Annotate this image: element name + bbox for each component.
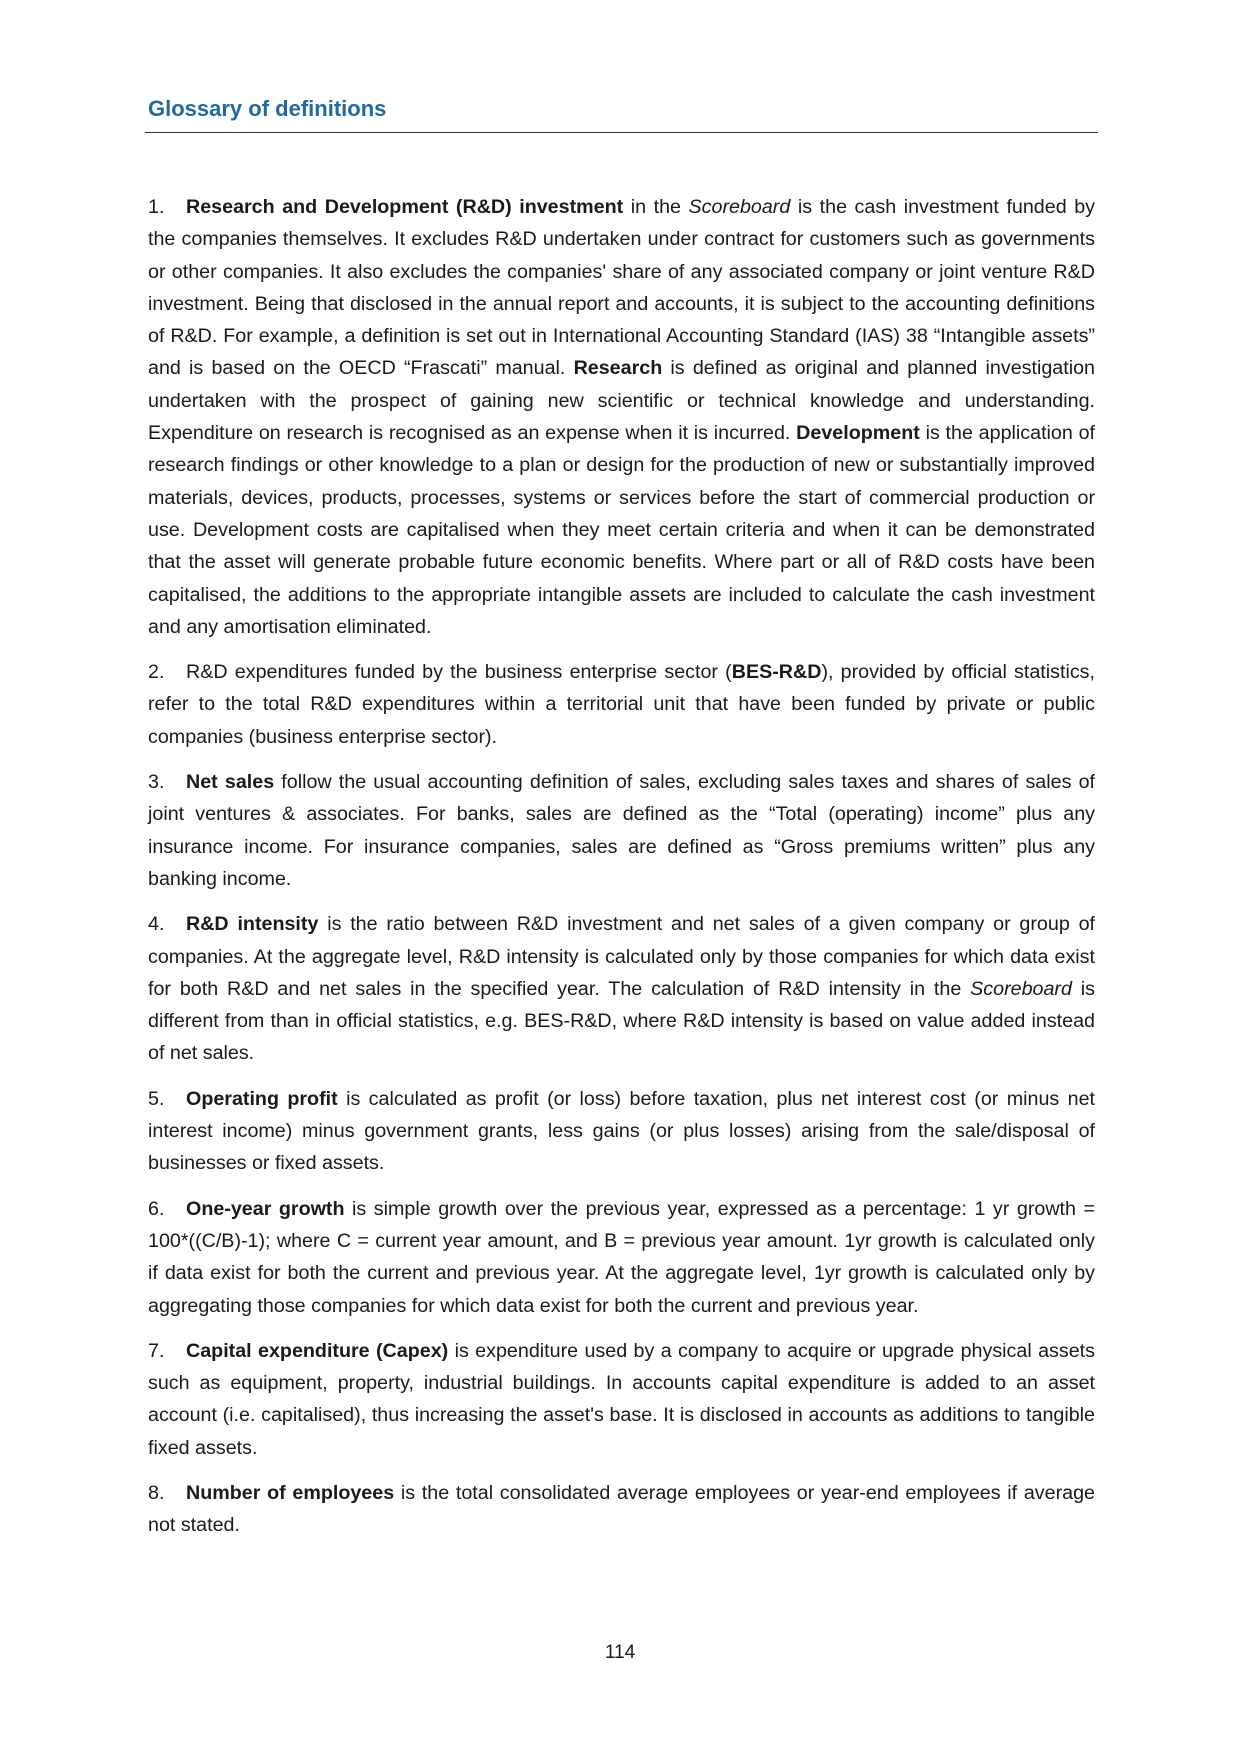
defined-term: One-year growth: [186, 1197, 345, 1220]
definition-item: [148, 191, 1095, 643]
text-run: in the: [623, 196, 689, 218]
definition-number: 6.: [148, 1197, 165, 1220]
definition-number: 3.: [148, 771, 165, 794]
definition-item: [148, 1335, 1095, 1464]
section-title: Glossary of definitions: [148, 96, 387, 121]
title-divider: [145, 132, 1098, 133]
definition-text: [148, 1198, 1095, 1317]
definition-text: [148, 1088, 1095, 1175]
defined-term: BES-R&D: [731, 661, 822, 684]
definition-item: [148, 1083, 1095, 1180]
defined-term: Capital expenditure (Capex): [186, 1339, 449, 1362]
defined-term: Development: [796, 422, 920, 445]
defined-term: Operating profit: [186, 1087, 338, 1110]
defined-term: R&D intensity: [186, 913, 319, 936]
definition-item: [148, 908, 1095, 1069]
defined-term: Net sales: [186, 771, 275, 794]
defined-term: Research and Development (R&D) investment: [186, 196, 624, 218]
definition-text: [148, 196, 1095, 638]
text-run: is the total consolidated average employees or year-end employees if average not stated.: [148, 1481, 1095, 1537]
definition-item: [148, 1477, 1095, 1542]
definition-text: [148, 913, 1095, 1064]
page-number: 114: [604, 1642, 636, 1663]
text-run: is defined as original and planned investigation undertaken with the prospect of gaining new scientific or technical knowledge and understanding. Expenditure on research is recognised as an expense when it is incurred.: [148, 357, 1095, 445]
definition-number: 7.: [148, 1339, 165, 1362]
definition-number: 2.: [148, 661, 165, 684]
text-run: ), provided by official statistics, refer to the total R&D expenditures within a territorial unit that have been funded by private or public companies (business enterprise sector).: [148, 661, 1095, 748]
text-run: is the cash investment funded by the companies themselves. It excludes R&D undertaken under contract for customers such as governments or other companies. It also excludes the companies' share of any associated company or joint venture R&D investment. Being that disclosed in the annual report and accounts, it is subject to the accounting definitions of R&D. For example, a definition is set out in International Accounting Standard (IAS) 38 “Intangible assets” and is based on the OECD “Frascati” manual.: [148, 196, 1096, 380]
definition-item: [148, 766, 1095, 895]
text-run: is the application of research findings or other knowledge to a plan or design for the production of new or substantially improved materials, devices, products, processes, systems or services before the start of commercial production or use. Development costs are capitalised when they meet certain criteria and when it can be demonstrated that the asset will generate probable future economic benefits. Where part or all of R&D costs have been capitalised, the additions to the appropriate intangible assets are included to calculate the cash investment and any amortisation eliminated.: [148, 422, 1096, 638]
definition-text: [148, 1340, 1095, 1459]
text-run: is simple growth over the previous year, expressed as a percentage: 1 yr growth = 100*((C/B)-1); where C = current year amount, and B = previous year amount. 1yr growth is calculated only if data exist for both the current and previous year. At the aggregate level, 1yr growth is calculated only by aggregating those companies for which data exist for both the current and previous year.: [148, 1197, 1095, 1317]
text-run: follow the usual accounting definition of sales, excluding sales taxes and shares of sales of joint ventures & associates. For banks, sales are defined as the “Total (operating) income” plus any insurance income. For insurance companies, sales are defined as “Gross premiums written” plus any banking income.: [148, 771, 1095, 890]
definition-number: 5.: [148, 1087, 165, 1110]
definition-number: 4.: [148, 913, 165, 936]
defined-term: Number of employees: [186, 1481, 395, 1504]
definitions-list: [148, 191, 1095, 1555]
definition-item: [148, 1193, 1095, 1322]
definition-text: [148, 771, 1095, 890]
definition-item: [148, 656, 1095, 753]
definition-text: [148, 1482, 1095, 1536]
definition-text: [148, 661, 1095, 748]
text-run: R&D expenditures funded by the business enterprise sector (: [186, 661, 732, 684]
italic-text: Scoreboard: [970, 977, 1072, 1000]
definition-number: 1.: [148, 196, 165, 218]
definition-number: 8.: [148, 1481, 165, 1504]
text-run: is expenditure used by a company to acquire or upgrade physical assets such as equipment, property, industrial buildings. In accounts capital expenditure is added to an asset account (i.e. capitalised), thus increasing the asset's base. It is disclosed in accounts as additions to tangible fixed assets.: [148, 1339, 1095, 1459]
defined-term: Research: [573, 357, 663, 380]
text-run: is calculated as profit (or loss) before taxation, plus net interest cost (or minus net interest income) minus government grants, less gains (or plus losses) arising from the sale/disposal of businesses or fixed assets.: [148, 1087, 1095, 1175]
italic-text: Scoreboard: [688, 196, 791, 218]
text-run: is different from than in official statistics, e.g. BES-R&D, where R&D intensity is based on value added instead of net sales.: [148, 977, 1096, 1065]
text-run: is the ratio between R&D investment and net sales of a given company or group of companies. At the aggregate level, R&D intensity is calculated only by those companies for which data exist for both R&D and net sales in the specified year. The calculation of R&D intensity in the: [148, 913, 1095, 1000]
